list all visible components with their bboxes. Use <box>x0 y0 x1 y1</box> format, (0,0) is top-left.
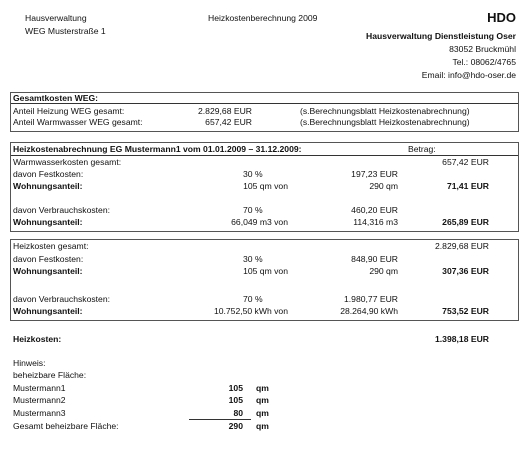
heizung-total-label: Heizkosten gesamt: <box>13 241 89 251</box>
company-phone: Tel.: 08062/4765 <box>452 57 516 67</box>
hinweis-row-name: Mustermann2 <box>13 395 66 405</box>
company-email: Email: info@hdo-oser.de <box>421 70 516 80</box>
header-management-label: Hausverwaltung <box>25 13 87 23</box>
warmwasser-verb-anteil-total: 114,316 m3 <box>353 217 398 227</box>
hinweis-row-name: Mustermann3 <box>13 408 66 418</box>
hinweis-title: Hinweis: <box>13 358 46 368</box>
divider <box>11 103 518 104</box>
heizung-verb-anteil-amount: 753,52 EUR <box>442 306 489 316</box>
gesamtkosten-heizung-amount: 2.829,68 EUR <box>198 106 252 116</box>
heizung-total-amount: 2.829,68 EUR <box>435 241 489 251</box>
warmwasser-fest-label: davon Festkosten: <box>13 169 84 179</box>
hinweis-total-unit: qm <box>256 421 269 431</box>
warmwasser-verb-anteil-units: 66,049 m3 von <box>231 217 288 227</box>
heizung-verb-anteil-total: 28.264,90 kWh <box>340 306 398 316</box>
heizung-fest-anteil-label: Wohnungsanteil: <box>13 266 83 276</box>
gesamtkosten-heizung-note: (s.Berechnungsblatt Heizkostenabrechnung) <box>300 106 470 116</box>
heizung-fest-label: davon Festkosten: <box>13 254 84 264</box>
hinweis-total-value: 290 <box>228 421 243 431</box>
hinweis-row-value: 80 <box>233 408 243 418</box>
warmwasser-fest-anteil-amount: 71,41 EUR <box>446 181 489 191</box>
warmwasser-verb-anteil-amount: 265,89 EUR <box>442 217 489 227</box>
warmwasser-fest-pct: 30 % <box>243 169 263 179</box>
heizung-verb-anteil-label: Wohnungsanteil: <box>13 306 83 316</box>
warmwasser-verb-label: davon Verbrauchskosten: <box>13 205 110 215</box>
warmwasser-fest-anteil-label: Wohnungsanteil: <box>13 181 83 191</box>
heizung-verb-label: davon Verbrauchskosten: <box>13 294 110 304</box>
hinweis-row-unit: qm <box>256 395 269 405</box>
summary-label: Heizkosten: <box>13 334 62 344</box>
company-city: 83052 Bruckmühl <box>449 44 516 54</box>
summary-amount: 1.398,18 EUR <box>435 334 489 344</box>
gesamtkosten-heizung-label: Anteil Heizung WEG gesamt: <box>13 106 125 116</box>
warmwasser-total-amount: 657,42 EUR <box>442 157 489 167</box>
hinweis-row-unit: qm <box>256 383 269 393</box>
heizung-fest-anteil-amount: 307,36 EUR <box>442 266 489 276</box>
header-property-name: WEG Musterstraße 1 <box>25 26 106 36</box>
warmwasser-verb-pct: 70 % <box>243 205 263 215</box>
heizung-verb-amount: 1.980,77 EUR <box>344 294 398 304</box>
gesamtkosten-title: Gesamtkosten WEG: <box>13 93 99 103</box>
hinweis-row-unit: qm <box>256 408 269 418</box>
heizung-fest-pct: 30 % <box>243 254 263 264</box>
betrag-label: Betrag: <box>408 144 436 154</box>
heizung-fest-amount: 848,90 EUR <box>351 254 398 264</box>
gesamtkosten-warmwasser-amount: 657,42 EUR <box>205 117 252 127</box>
company-name: Hausverwaltung Dienstleistung Oser <box>366 31 516 41</box>
divider <box>11 155 518 156</box>
page-title: Heizkostenberechnung 2009 <box>208 13 318 23</box>
company-logo-text: HDO <box>487 10 516 25</box>
warmwasser-fest-anteil-units: 105 qm von <box>243 181 288 191</box>
abrechnung-title: Heizkostenabrechnung EG Mustermann1 vom 01.01.2009 – 31.12.2009: <box>13 144 302 154</box>
heizung-verb-anteil-units: 10.752,50 kWh von <box>213 306 288 316</box>
hinweis-row-name: Mustermann1 <box>13 383 66 393</box>
sum-underline <box>189 419 251 420</box>
heizung-fest-anteil-units: 105 qm von <box>243 266 288 276</box>
warmwasser-fest-amount: 197,23 EUR <box>351 169 398 179</box>
hinweis-subtitle: beheizbare Fläche: <box>13 370 87 380</box>
warmwasser-verb-amount: 460,20 EUR <box>351 205 398 215</box>
hinweis-row-value: 105 <box>228 383 243 393</box>
warmwasser-total-label: Warmwasserkosten gesamt: <box>13 157 122 167</box>
hinweis-row-value: 105 <box>228 395 243 405</box>
heizung-fest-anteil-total: 290 qm <box>369 266 398 276</box>
hinweis-total-label: Gesamt beheizbare Fläche: <box>13 421 119 431</box>
gesamtkosten-warmwasser-label: Anteil Warmwasser WEG gesamt: <box>13 117 143 127</box>
warmwasser-fest-anteil-total: 290 qm <box>369 181 398 191</box>
gesamtkosten-warmwasser-note: (s.Berechnungsblatt Heizkostenabrechnung) <box>300 117 470 127</box>
heizung-verb-pct: 70 % <box>243 294 263 304</box>
warmwasser-verb-anteil-label: Wohnungsanteil: <box>13 217 83 227</box>
